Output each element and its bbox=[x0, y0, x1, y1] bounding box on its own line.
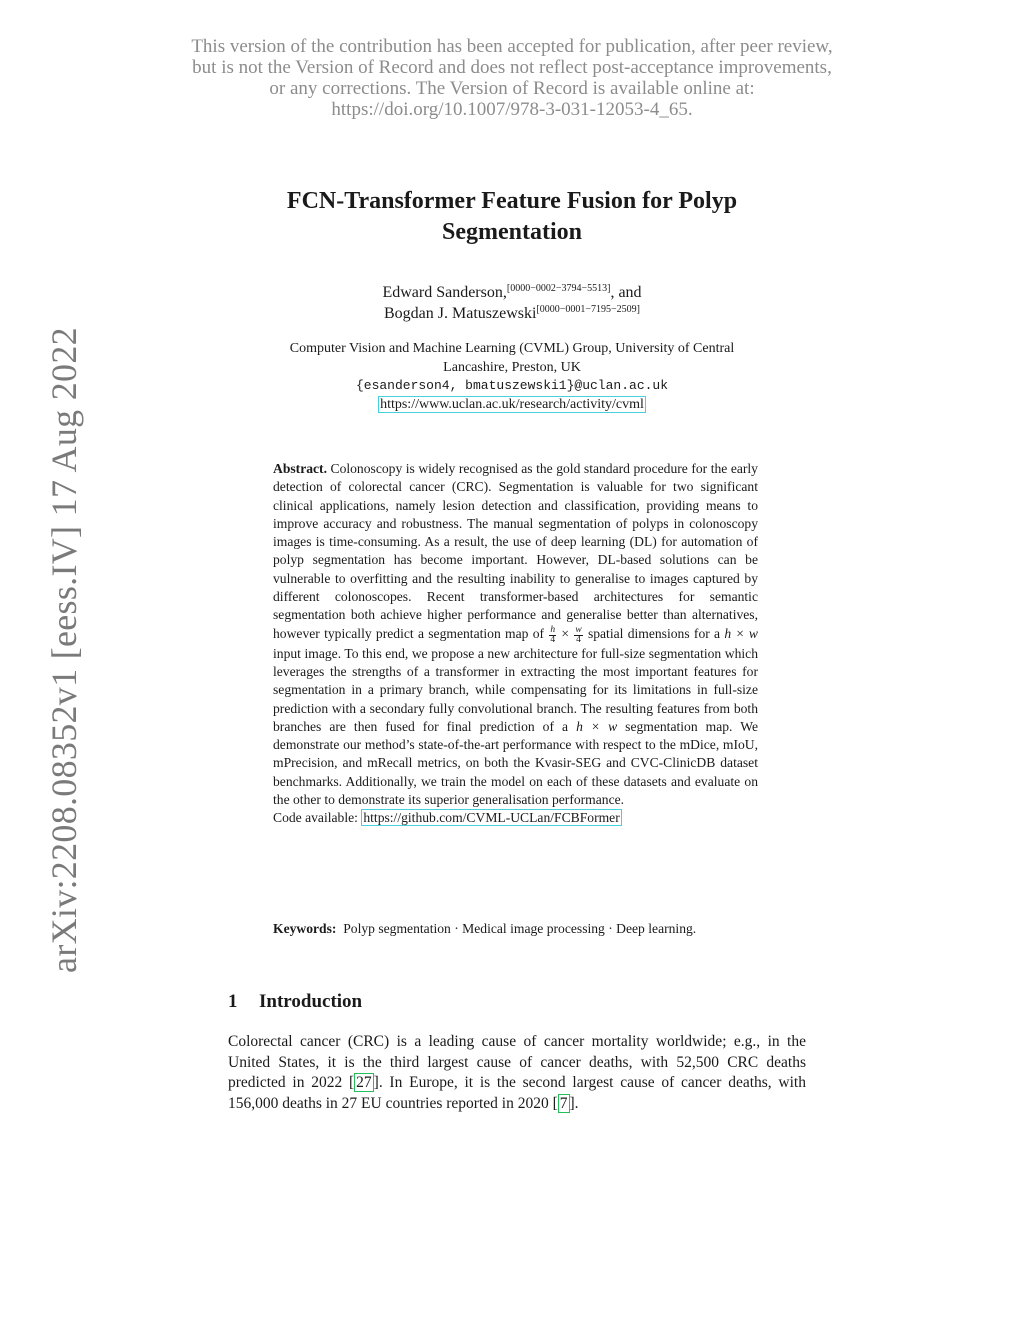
group-website-link[interactable]: https://www.uclan.ac.uk/research/activity/cvml bbox=[380, 396, 644, 412]
keywords-label: Keywords: bbox=[273, 921, 337, 936]
author-orcid: [0000−0001−7195−2509] bbox=[536, 304, 641, 315]
fraction-denominator: 4 bbox=[576, 634, 581, 645]
code-repository-link[interactable]: https://github.com/CVML-UCLan/FCBFormer bbox=[363, 810, 620, 826]
fraction-denominator: 4 bbox=[550, 634, 556, 645]
fraction-numerator: h bbox=[550, 624, 556, 635]
citation-link[interactable]: 7 bbox=[559, 1094, 568, 1112]
section-title: Introduction bbox=[259, 991, 363, 1012]
title-line: FCN-Transformer Feature Fusion for Polyp bbox=[286, 188, 738, 214]
fraction-numerator: w bbox=[575, 624, 582, 635]
section-heading bbox=[228, 991, 362, 1013]
math-dimensions: h × w bbox=[724, 625, 758, 641]
fraction-h-over-4 bbox=[549, 626, 556, 645]
code-availability bbox=[273, 809, 758, 827]
intro-text: . bbox=[574, 1094, 579, 1112]
fraction-w-over-4 bbox=[574, 626, 582, 645]
introduction-paragraph: Colorectal cancer (CRC) is a leading cause of cancer mortality worldwide; e.g., in the United States, it is the third largest cause of cancer deaths, with 52,500 CRC deaths predicted in 2022 [ 27 ]. In Europe, it is the second largest cause of cancer deaths, with 156,000 deaths in 27 EU countries reported in 2020 [ 7 ]. bbox=[228, 1033, 806, 1112]
citation-link[interactable]: 27 bbox=[356, 1074, 372, 1091]
author-separator: , and bbox=[610, 284, 642, 301]
author bbox=[200, 282, 824, 303]
keywords bbox=[273, 920, 758, 938]
math-dimensions: h × w bbox=[576, 718, 618, 734]
author-emails: {esanderson4, bmatuszewski1}@uclan.ac.uk bbox=[355, 378, 669, 393]
intro-text: . In Europe, it is the second largest cause of cancer deaths, with 156,000 deaths in 27 EU countries reported in 2020 bbox=[228, 1074, 806, 1112]
abstract bbox=[273, 460, 758, 828]
affiliation-line: Lancashire, Preston, UK bbox=[443, 359, 581, 375]
notice-line: This version of the contribution has been accepted for publication, after peer review, bbox=[191, 36, 833, 57]
intro-text: Colorectal cancer (CRC) is a leading cause of cancer mortality worldwide; e.g., in the United States, it is the third largest cause of cancer deaths, with 52,500 CRC deaths predicted in 2022 bbox=[228, 1033, 806, 1091]
title-line: Segmentation bbox=[442, 219, 582, 245]
abstract-text: spatial dimensions for a bbox=[587, 625, 721, 641]
abstract-label: Abstract. bbox=[273, 461, 327, 476]
author-name: Bogdan J. Matuszewski bbox=[383, 305, 537, 322]
affiliation bbox=[200, 340, 824, 414]
abstract-text: Colonoscopy is widely recognised as the gold standard procedure for the early detection of colorectal cancer (CRC). Segmentation is valuable for two significant clinical applications, namely lesion detection and classification, providing means to improve accuracy and robustness. The manual segmentation of polyps in colonoscopy images is time-consuming. As a result, the use of deep learning (DL) for automation of polyp segmentation has become important. However, DL-based solutions can be vulnerable to overfitting and the resulting inability to generalise to images captured by different colonoscopes. Recent transformer-based architectures for semantic segmentation both achieve higher performance and generalise better than alternatives, however typically predict a segmentation map of bbox=[273, 461, 758, 641]
publication-notice bbox=[150, 36, 874, 120]
notice-line: but is not the Version of Record and does not reflect post-acceptance improvements, bbox=[192, 57, 832, 78]
author-name: Edward Sanderson, bbox=[382, 284, 507, 301]
times-symbol: × bbox=[561, 625, 570, 641]
abstract-body bbox=[273, 460, 758, 809]
affiliation-line: Computer Vision and Machine Learning (CVML) Group, University of Central bbox=[289, 341, 735, 356]
keywords-text: Polyp segmentation · Medical image processing · Deep learning. bbox=[343, 921, 697, 936]
code-label: Code available: bbox=[273, 810, 358, 826]
author-list bbox=[200, 282, 824, 324]
notice-line: or any corrections. The Version of Record is available online at: bbox=[269, 78, 755, 99]
notice-doi-link[interactable]: https://doi.org/10.1007/978-3-031-12053-4_65. bbox=[331, 99, 693, 120]
abstract-text: segmentation map. We demonstrate our method’s state-of-the-art performance with respect to the mDice, mIoU, mPrecision, and mRecall metrics, on both the Kvasir-SEG and CVC-ClinicDB dataset benchmarks. Additionally, we train the model on each of these datasets and evaluate on the other to demonstrate its superior generalisation performance. bbox=[273, 718, 758, 808]
author-orcid: [0000−0002−3794−5513] bbox=[506, 283, 611, 294]
section-number: 1 bbox=[228, 991, 238, 1012]
paper-title bbox=[200, 186, 824, 248]
author bbox=[200, 303, 824, 324]
arxiv-identifier: arXiv:2208.08352v1 [eess.IV] 17 Aug 2022 bbox=[44, 327, 84, 973]
abstract-text: input image. To this end, we propose a new architecture for full-size segmentation which leverages the strengths of a transformer in extracting the most important features for segmentation in a primary branch, while compensating for its limitations in full-size prediction with a secondary fully convolutional branch. The resulting features from both branches are then fused for final prediction of a bbox=[273, 645, 758, 734]
